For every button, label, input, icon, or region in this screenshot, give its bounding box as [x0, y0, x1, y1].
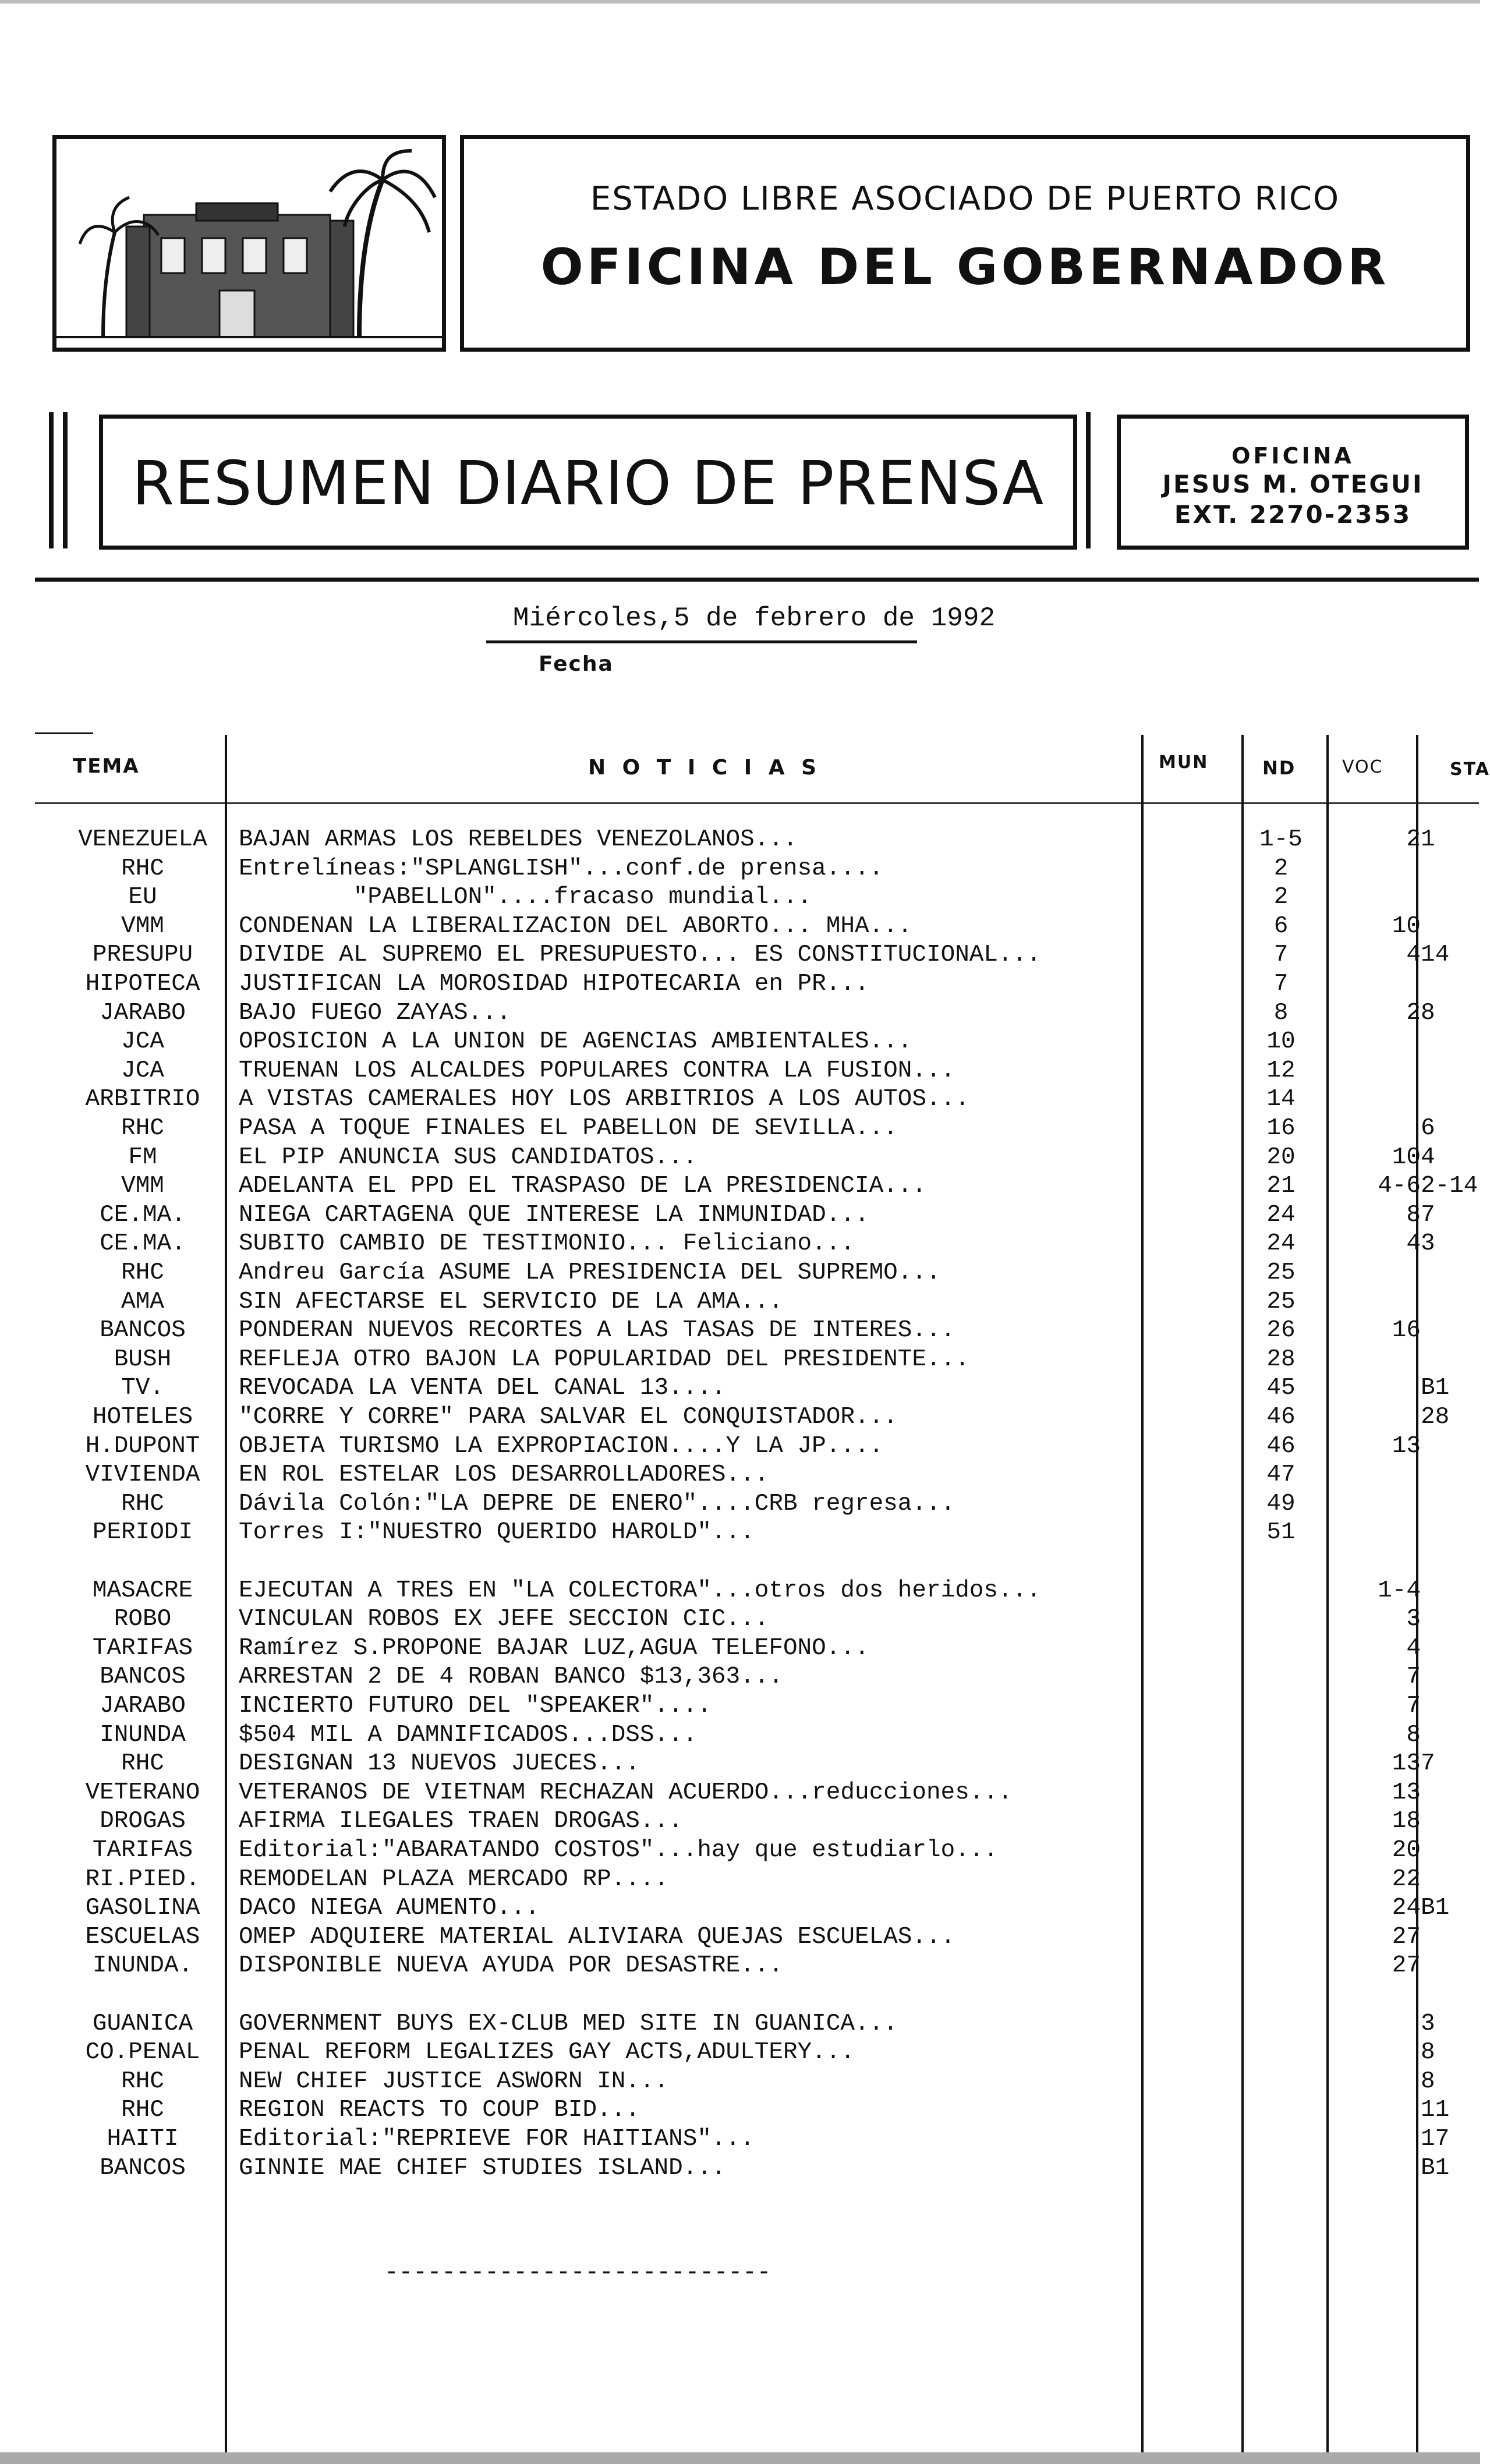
banner-left-bars	[49, 412, 54, 548]
footer-rule: ---------------------------	[384, 2260, 771, 2286]
row-headline: REGION REACTS TO COUP BID...	[239, 2097, 640, 2124]
row-page-voc: 2	[1406, 999, 1421, 1026]
row-page-nd	[1246, 1750, 1316, 1779]
row-page-nd: 51	[1266, 1519, 1296, 1546]
row-page-sta	[1421, 1836, 1485, 1865]
row-page-sta	[1421, 1605, 1485, 1634]
row-page-sta	[1421, 1259, 1485, 1288]
row-page-voc	[1328, 2010, 1421, 2039]
row-page-sta	[1421, 1548, 1485, 1577]
row-headline	[239, 1981, 1229, 2010]
row-page-voc	[1328, 855, 1421, 884]
row-page-nd	[1246, 2068, 1316, 2097]
row-page-nd: 24	[1266, 1230, 1296, 1258]
row-page-nd	[1246, 1605, 1316, 1634]
office-ext: EXT. 2270-2353	[1174, 500, 1412, 529]
row-page-voc: 1-4	[1378, 1577, 1421, 1604]
row-topic: BANCOS	[100, 2154, 186, 2182]
office-label: OFICINA	[1231, 443, 1354, 469]
row-page-nd: 7	[1273, 941, 1289, 969]
row-page-sta: 8	[1421, 2039, 1435, 2066]
row-page-voc	[1328, 1346, 1421, 1375]
row-page-sta: 14	[1421, 941, 1450, 969]
row-page-nd: 47	[1266, 1461, 1296, 1489]
row-topic: RI.PIED.	[85, 1865, 200, 1893]
row-page-sta: B1	[1421, 2154, 1450, 2182]
row-headline: A VISTAS CAMERALES HOY LOS ARBITRIOS A LOS AUTOS...	[239, 1086, 969, 1113]
row-page-nd: 46	[1266, 1404, 1296, 1431]
row-page-voc: 24	[1392, 1895, 1421, 1922]
row-headline: $504 MIL A DAMNIFICADOS...DSS...	[239, 1721, 698, 1748]
row-topic: RHC	[121, 855, 164, 882]
row-page-voc	[1328, 2096, 1421, 2125]
row-page-voc: 8	[1406, 1201, 1421, 1229]
row-topic: CE.MA.	[100, 1230, 186, 1258]
row-page-nd	[1246, 1894, 1316, 1923]
row-page-voc: 7	[1406, 1693, 1421, 1719]
row-page-nd: 46	[1266, 1432, 1296, 1460]
row-page-voc	[1328, 1085, 1421, 1114]
row-page-sta: B1	[1421, 1895, 1450, 1922]
row-page-sta: 28	[1421, 1404, 1450, 1431]
row-topic: VENEZUELA	[78, 826, 207, 853]
row-page-sta	[1421, 1779, 1485, 1808]
row-page-sta	[1421, 970, 1485, 999]
row-page-sta	[1421, 1085, 1485, 1114]
row-topic: VIVIENDA	[85, 1461, 200, 1489]
col-rule-mun	[1241, 735, 1244, 2458]
row-page-voc	[1328, 1114, 1421, 1144]
row-page-sta	[1421, 1981, 1485, 2010]
row-topic: VMM	[121, 1173, 164, 1200]
banner-left-bars-2	[63, 412, 68, 548]
row-headline: Ramírez S.PROPONE BAJAR LUZ,AGUA TELEFONO...	[239, 1634, 869, 1662]
row-topic: ESCUELAS	[85, 1923, 200, 1950]
row-page-nd	[1246, 1548, 1316, 1577]
row-page-nd	[1246, 1634, 1316, 1663]
row-page-nd	[1246, 1923, 1316, 1952]
row-page-voc: 18	[1392, 1808, 1421, 1835]
row-page-sta: 17	[1421, 2126, 1450, 2153]
row-page-voc: 10	[1392, 912, 1421, 940]
row-page-voc: 13	[1392, 1432, 1421, 1460]
row-page-nd	[1246, 1779, 1316, 1808]
row-headline: DESIGNAN 13 NUEVOS JUECES...	[239, 1750, 640, 1778]
row-page-nd: 6	[1273, 912, 1289, 940]
row-headline: DIVIDE AL SUPREMO EL PRESUPUESTO... ES CONSTITUCIONAL...	[239, 941, 1041, 969]
row-topic	[64, 1981, 221, 2010]
row-headline: Editorial:"REPRIEVE FOR HAITIANS"...	[239, 2126, 755, 2153]
row-page-nd	[1246, 1807, 1316, 1836]
row-page-voc	[1328, 2068, 1421, 2097]
row-topic: H.DUPONT	[85, 1432, 200, 1460]
row-headline: Andreu García ASUME LA PRESIDENCIA DEL SUPREMO...	[239, 1259, 941, 1286]
row-page-nd: 14	[1266, 1086, 1296, 1113]
col-header-mun: MUN	[1159, 752, 1209, 773]
row-headline: SUBITO CAMBIO DE TESTIMONIO... Feliciano...	[239, 1230, 855, 1258]
row-headline: TRUENAN LOS ALCALDES POPULARES CONTRA LA FUSION...	[239, 1057, 955, 1084]
row-headline: ADELANTA EL PPD EL TRASPASO DE LA PRESIDENCIA...	[239, 1173, 926, 1200]
title-frame	[460, 135, 1470, 352]
row-page-voc	[1328, 1518, 1421, 1548]
row-topic: BANCOS	[100, 1317, 186, 1344]
row-headline: NIEGA CARTAGENA QUE INTERESE LA INMUNIDAD...	[239, 1201, 869, 1229]
row-page-nd	[1246, 2125, 1316, 2154]
row-page-sta	[1421, 1490, 1485, 1519]
row-headline: CONDENAN LA LIBERALIZACION DEL ABORTO... MHA...	[239, 912, 912, 940]
office-frame	[1117, 415, 1469, 550]
row-page-sta	[1421, 1461, 1485, 1490]
row-topic: MASACRE	[92, 1577, 193, 1604]
col-header-nd: ND	[1262, 757, 1296, 779]
row-topic: BUSH	[114, 1346, 172, 1373]
row-page-voc	[1328, 1374, 1421, 1403]
row-page-sta	[1421, 1952, 1485, 1981]
row-page-nd: 8	[1273, 999, 1289, 1026]
row-page-nd	[1246, 2010, 1316, 2039]
row-page-nd: 2	[1273, 884, 1289, 911]
row-page-voc: 20	[1392, 1837, 1421, 1864]
row-page-voc: 16	[1392, 1317, 1421, 1344]
header-title: OFICINA DEL GOBERNADOR	[540, 238, 1390, 296]
row-page-sta: 8	[1421, 999, 1435, 1026]
row-page-nd: 20	[1266, 1144, 1296, 1171]
row-page-nd	[1246, 2096, 1316, 2125]
row-page-voc	[1328, 1057, 1421, 1086]
row-page-voc	[1328, 1403, 1421, 1432]
row-headline: REMODELAN PLAZA MERCADO RP....	[239, 1865, 669, 1893]
row-topic: FM	[128, 1144, 157, 1171]
row-page-voc: 10	[1392, 1144, 1421, 1171]
row-page-nd	[1246, 1952, 1316, 1981]
row-page-voc	[1328, 1981, 1421, 2010]
row-page-nd: 7	[1273, 971, 1289, 997]
row-page-voc: 27	[1392, 1923, 1421, 1950]
row-headline: VINCULAN ROBOS EX JEFE SECCION CIC...	[239, 1606, 769, 1633]
row-headline: REFLEJA OTRO BAJON LA POPULARIDAD DEL PRESIDENTE...	[239, 1346, 969, 1373]
row-headline: GINNIE MAE CHIEF STUDIES ISLAND...	[239, 2154, 726, 2182]
row-page-nd	[1246, 1836, 1316, 1865]
row-headline: INCIERTO FUTURO DEL "SPEAKER"....	[239, 1693, 712, 1719]
row-page-nd: 10	[1266, 1028, 1296, 1056]
row-page-sta	[1421, 1692, 1485, 1721]
row-page-nd	[1246, 2038, 1316, 2068]
row-page-nd: 45	[1266, 1375, 1296, 1402]
row-topic: JARABO	[100, 1693, 186, 1719]
row-page-voc: 4	[1406, 941, 1421, 969]
row-topic: JCA	[121, 1028, 164, 1056]
row-page-sta: 7	[1421, 1750, 1435, 1778]
row-headline: PENAL REFORM LEGALIZES GAY ACTS,ADULTERY...	[239, 2039, 855, 2066]
row-page-nd: 12	[1266, 1057, 1296, 1084]
row-page-sta	[1421, 1057, 1485, 1086]
row-page-sta: 3	[1421, 2010, 1435, 2037]
date-underline	[486, 640, 917, 643]
row-topic: TARIFAS	[92, 1634, 193, 1662]
row-topic: RHC	[121, 2068, 164, 2095]
row-page-sta: B1	[1421, 1375, 1450, 1402]
row-headline: OBJETA TURISMO LA EXPROPIACION....Y LA JP....	[239, 1432, 884, 1460]
row-headline: Dávila Colón:"LA DEPRE DE ENERO"....CRB regresa...	[239, 1490, 955, 1517]
row-page-voc	[1328, 1490, 1421, 1519]
row-page-sta	[1421, 1288, 1485, 1317]
row-page-sta	[1421, 1028, 1485, 1057]
row-page-voc: 2	[1406, 826, 1421, 853]
row-topic: VMM	[121, 912, 164, 940]
palace-logo-icon	[56, 139, 442, 348]
row-topic: TARIFAS	[92, 1837, 193, 1864]
row-topic: TV.	[121, 1375, 164, 1402]
row-topic: CO.PENAL	[85, 2039, 200, 2066]
col-rule-tema	[225, 735, 227, 2458]
row-page-sta: 7	[1421, 1201, 1435, 1229]
header-separator	[35, 578, 1479, 582]
logo-frame	[52, 135, 446, 352]
row-topic: RHC	[121, 1259, 164, 1286]
banner-right-bars	[1086, 412, 1091, 548]
row-page-sta	[1421, 1518, 1485, 1548]
row-headline: EN ROL ESTELAR LOS DESARROLLADORES...	[239, 1461, 769, 1489]
row-page-nd	[1246, 1981, 1316, 2010]
row-page-nd: 2	[1273, 855, 1289, 882]
row-page-sta: 11	[1421, 2097, 1450, 2124]
row-headline: "CORRE Y CORRE" PARA SALVAR EL CONQUISTADOR...	[239, 1404, 898, 1431]
row-headline: BAJO FUEGO ZAYAS...	[239, 999, 511, 1026]
row-headline: SIN AFECTARSE EL SERVICIO DE LA AMA...	[239, 1288, 783, 1315]
row-page-sta	[1421, 1807, 1485, 1836]
row-topic: EU	[128, 884, 157, 911]
row-page-nd	[1246, 1663, 1316, 1692]
row-page-sta	[1421, 883, 1485, 912]
row-headline: "PABELLON"....fracaso mundial...	[239, 884, 812, 911]
row-topic: HAITI	[107, 2126, 179, 2153]
row-page-nd: 21	[1266, 1173, 1296, 1200]
banner-frame	[99, 415, 1077, 550]
row-topic: INUNDA.	[92, 1952, 193, 1980]
row-page-nd: 49	[1266, 1490, 1296, 1517]
row-headline: REVOCADA LA VENTA DEL CANAL 13....	[239, 1375, 726, 1402]
row-page-voc: 4	[1406, 1230, 1421, 1258]
row-page-sta	[1421, 1346, 1485, 1375]
banner-title: RESUMEN DIARIO DE PRENSA	[132, 448, 1045, 519]
row-page-voc: 13	[1392, 1779, 1421, 1806]
row-topic: PERIODI	[92, 1519, 193, 1546]
row-page-nd: 25	[1266, 1288, 1296, 1315]
row-page-sta: 8	[1421, 2068, 1435, 2095]
office-name: JESUS M. OTEGUI	[1162, 470, 1424, 498]
col-header-voc: VOC	[1342, 757, 1383, 777]
table-top-line	[35, 732, 93, 734]
row-page-voc	[1328, 970, 1421, 999]
col-header-tema: TEMA	[73, 755, 140, 778]
row-page-voc	[1328, 2038, 1421, 2068]
row-headline: AFIRMA ILEGALES TRAEN DROGAS...	[239, 1808, 683, 1835]
header-bottom-line	[35, 802, 1479, 804]
bottom-edge	[0, 2452, 1480, 2464]
row-headline: Editorial:"ABARATANDO COSTOS"...hay que estudiarlo...	[239, 1837, 999, 1864]
row-page-nd	[1246, 1865, 1316, 1895]
row-headline	[239, 1548, 1229, 1577]
row-headline: Entrelíneas:"SPLANGLISH"...conf.de prensa....	[239, 855, 884, 882]
row-page-sta: 6	[1421, 1115, 1435, 1142]
row-page-voc	[1328, 1259, 1421, 1288]
row-page-voc: 7	[1406, 1663, 1421, 1691]
col-header-sta: STA	[1450, 759, 1490, 780]
row-topic: ROBO	[114, 1606, 172, 1633]
row-topic: RHC	[121, 1490, 164, 1517]
row-headline: EJECUTAN A TRES EN "LA COLECTORA"...otros dos heridos...	[239, 1577, 1041, 1604]
row-headline: NEW CHIEF JUSTICE ASWORN IN...	[239, 2068, 669, 2095]
row-topic: BANCOS	[100, 1663, 186, 1691]
row-page-nd: 1-5	[1259, 826, 1303, 853]
row-topic: HOTELES	[92, 1404, 193, 1431]
row-page-voc: 27	[1392, 1952, 1421, 1980]
row-page-voc: 22	[1392, 1865, 1421, 1893]
row-topic: INUNDA	[100, 1721, 186, 1748]
row-page-voc: 4-6	[1378, 1173, 1421, 1200]
row-topic: RHC	[121, 1750, 164, 1778]
row-topic: CE.MA.	[100, 1201, 186, 1229]
row-page-sta	[1421, 1721, 1485, 1750]
row-page-voc: 3	[1406, 1606, 1421, 1633]
row-headline: DISPONIBLE NUEVA AYUDA POR DESASTRE...	[239, 1952, 783, 1980]
row-page-nd: 24	[1266, 1201, 1296, 1229]
row-page-voc	[1328, 883, 1421, 912]
row-topic: AMA	[121, 1288, 164, 1315]
row-page-sta: 2-14	[1421, 1173, 1478, 1200]
row-page-sta	[1421, 855, 1485, 884]
row-page-voc	[1328, 2154, 1421, 2183]
row-headline: VETERANOS DE VIETNAM RECHAZAN ACUERDO...reducciones...	[239, 1779, 1013, 1806]
col-header-noticias: N O T I C I A S	[588, 756, 822, 780]
row-headline: DACO NIEGA AUMENTO...	[239, 1895, 540, 1922]
row-headline: OMEP ADQUIERE MATERIAL ALIVIARA QUEJAS ESCUELAS...	[239, 1923, 955, 1950]
row-headline: PASA A TOQUE FINALES EL PABELLON DE SEVILLA...	[239, 1115, 898, 1142]
row-page-sta	[1421, 1634, 1485, 1663]
row-topic: GASOLINA	[85, 1895, 200, 1922]
row-topic: RHC	[121, 2097, 164, 2124]
row-topic: GUANICA	[92, 2010, 193, 2037]
row-page-voc: 4	[1406, 1634, 1421, 1662]
row-page-sta	[1421, 1432, 1485, 1461]
row-page-sta	[1421, 1865, 1485, 1895]
date-label: Fecha	[539, 652, 614, 676]
row-topic: JCA	[121, 1057, 164, 1084]
row-headline: PONDERAN NUEVOS RECORTES A LAS TASAS DE INTERES...	[239, 1317, 955, 1344]
row-headline: JUSTIFICAN LA MOROSIDAD HIPOTECARIA en PR...	[239, 971, 869, 997]
row-page-nd	[1246, 1577, 1316, 1606]
row-page-sta	[1421, 912, 1485, 941]
row-page-voc	[1328, 2125, 1421, 2154]
date-value: Miércoles,5 de febrero de 1992	[512, 603, 996, 633]
row-topic: PRESUPU	[92, 941, 193, 969]
row-page-nd: 16	[1266, 1115, 1296, 1142]
row-page-voc	[1328, 1548, 1421, 1577]
row-page-nd	[1246, 1692, 1316, 1721]
row-headline: BAJAN ARMAS LOS REBELDES VENEZOLANOS...	[239, 826, 798, 853]
row-topic: VETERANO	[85, 1779, 200, 1806]
row-page-voc	[1328, 1288, 1421, 1317]
top-edge-rule	[0, 0, 1480, 3]
row-headline: EL PIP ANUNCIA SUS CANDIDATOS...	[239, 1144, 698, 1171]
row-page-voc	[1328, 1028, 1421, 1057]
row-headline: GOVERNMENT BUYS EX-CLUB MED SITE IN GUANICA...	[239, 2010, 898, 2037]
row-topic: ARBITRIO	[85, 1086, 200, 1113]
row-page-voc: 13	[1392, 1750, 1421, 1778]
row-page-sta: 4	[1421, 1144, 1435, 1171]
row-headline: ARRESTAN 2 DE 4 ROBAN BANCO $13,363...	[239, 1663, 783, 1691]
row-topic: JARABO	[100, 999, 186, 1026]
row-page-nd	[1246, 1721, 1316, 1750]
row-page-nd: 26	[1266, 1317, 1296, 1344]
row-topic	[64, 1548, 221, 1577]
row-page-nd	[1246, 2154, 1316, 2183]
row-page-sta	[1421, 1923, 1485, 1952]
row-page-nd: 28	[1266, 1346, 1296, 1373]
row-page-voc: 8	[1406, 1721, 1421, 1748]
row-headline: Torres I:"NUESTRO QUERIDO HAROLD"...	[239, 1519, 755, 1546]
row-topic: DROGAS	[100, 1808, 186, 1835]
row-topic: HIPOTECA	[85, 971, 200, 997]
row-page-sta	[1421, 1577, 1485, 1606]
row-page-sta	[1421, 1663, 1485, 1692]
row-headline: OPOSICION A LA UNION DE AGENCIAS AMBIENTALES...	[239, 1028, 912, 1056]
row-page-nd: 25	[1266, 1259, 1296, 1286]
row-page-sta: 1	[1421, 826, 1435, 853]
header-subtitle: ESTADO LIBRE ASOCIADO DE PUERTO RICO	[590, 180, 1340, 218]
row-page-sta	[1421, 1316, 1485, 1346]
row-page-voc	[1328, 1461, 1421, 1490]
row-topic: RHC	[121, 1115, 164, 1142]
row-page-sta: 3	[1421, 1230, 1435, 1258]
